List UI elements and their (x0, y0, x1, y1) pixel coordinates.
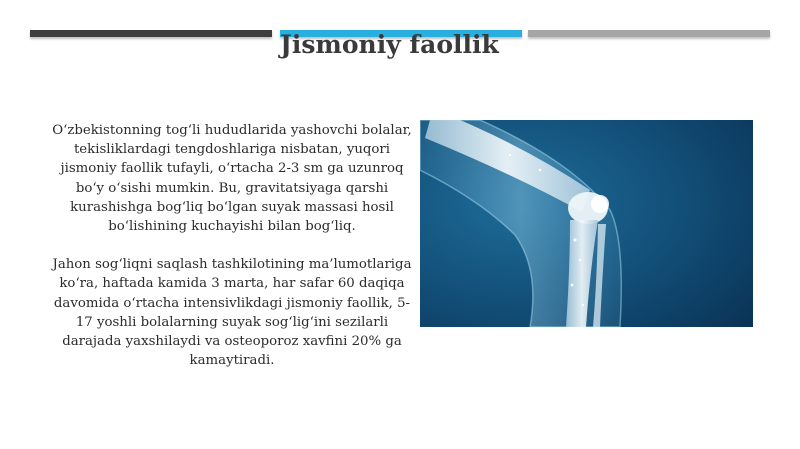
paragraph-1: O‘zbekistonning tog‘li hududlarida yashovchi bolalar, tekisliklardagi tengdoshlariga nisbatan, yuqori jismoniy faollik tufayli, o‘rtacha 2-3 sm ga uzunroq bo‘y o‘sishi mumkin. Bu, gravitatsiyaga qarshi kurashishga bog‘liq bo‘lgan suyak massasi hosil bo‘lishining kuchayishi bilan bog‘liq. (52, 123, 412, 235)
knee-joint-xray-icon (420, 120, 753, 327)
body-text (52, 121, 412, 370)
slide-title: Jismoniy faollik (280, 30, 499, 59)
knee-joint-image (420, 120, 753, 327)
paragraph-2: Jahon sog‘liqni saqlash tashkilotining ma’lumotlariga ko‘ra, haftada kamida 3 marta, har safar 60 daqiqa davomida o‘rtacha intensivlikdagi jismoniy faollik, 5-17 yoshli bolalarning suyak sog‘lig‘ini sezilarli darajada yaxshilaydi va osteoporoz xavfini 20% ga kamaytiradi. (52, 257, 412, 369)
accent-bar-right (528, 30, 770, 37)
accent-bar-left (30, 30, 272, 37)
